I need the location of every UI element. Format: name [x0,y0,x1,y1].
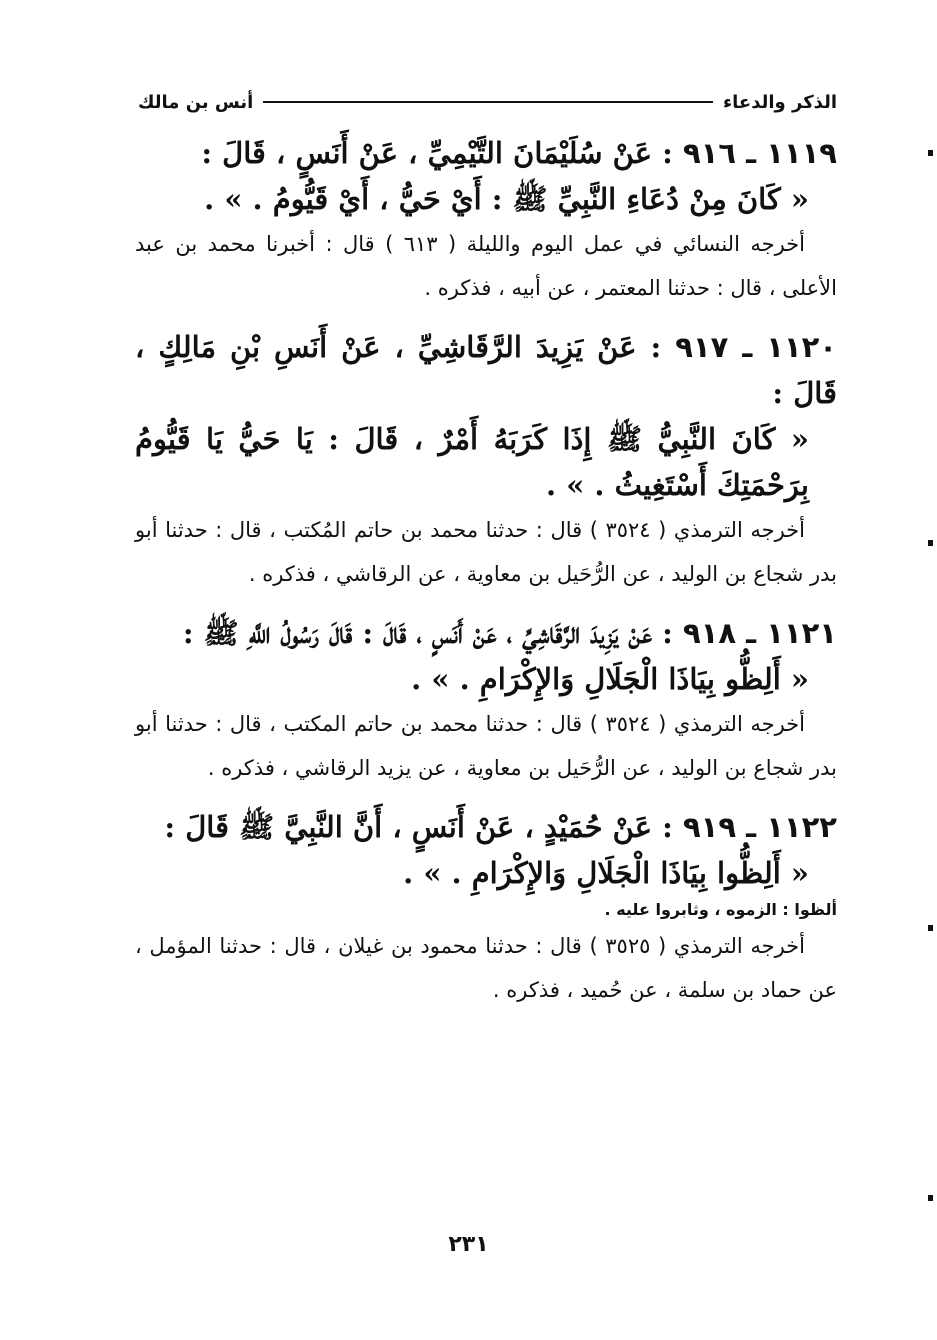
header-rule [263,101,713,103]
hadith-gloss-note: ألظوا : الزموه ، وثابروا عليه . [604,900,837,919]
hadith-entry [135,130,837,310]
hadith-takhrij: أخرجه الترمذي ( ٣٥٢٤ ) قال : حدثنا محمد بن حاتم المُكتب ، قال : حدثنا أبو بدر شجاع بن الوليد ، عن الرُّحَيل بن معاوية ، عن الرقاشي ، فذكره . [135,518,837,586]
hadith-isnad-text: : عَنْ يَزِيدَ الرَّقَاشِيِّ ، عَنْ أَنَسٍ ، قَالَ : قَالَ رَسُولُ اللَّهِ ﷺ : [182,616,673,650]
hadith-isnad [135,610,837,656]
hadith-number: ١١١٩ ـ ٩١٦ [682,136,837,170]
page-number: ٢٣١ [448,1232,489,1257]
hadith-matn: « أَلِظُّو بِيَاذَا الْجَلَالِ وَالإِكْرَامِ . » . [411,662,809,696]
scan-edge-mark [928,540,933,546]
scan-edge-mark [928,925,933,931]
hadith-number: ١١٢٢ ـ ٩١٩ [682,810,837,844]
page-content [135,130,837,1026]
hadith-number: ١١٢٠ ـ ٩١٧ [675,330,838,364]
header-chapter: الذكر والدعاء [722,91,837,113]
hadith-entry [135,804,837,1012]
header-narrator: أنس بن مالك [138,91,254,113]
hadith-takhrij: أخرجه الترمذي ( ٣٥٢٤ ) قال : حدثنا محمد بن حاتم المكتب ، قال : حدثنا أبو بدر شجاع بن الوليد ، عن الرُّحَيل بن معاوية ، عن يزيد الرقاشي ، فذكره . [135,712,837,780]
running-header [138,88,837,116]
hadith-isnad-text: : عَنْ يَزِيدَ الرَّقَاشِيِّ ، عَنْ أَنَسِ بْنِ مَالِكٍ ، قَالَ : [135,330,837,410]
hadith-matn: « أَلِظُّوا بِيَاذَا الْجَلَالِ وَالإِكْرَامِ . » . [403,856,809,890]
hadith-isnad [135,324,837,416]
scan-edge-mark [928,1195,933,1201]
hadith-isnad [135,130,837,176]
hadith-matn: « كَانَ مِنْ دُعَاءِ النَّبِيِّ ﷺ : أَيْ حَيُّ ، أَيْ قَيُّومُ . » . [204,182,809,216]
hadith-takhrij: أخرجه النسائي في عمل اليوم والليلة ( ٦١٣ ) قال : أخبرنا محمد بن عبد الأعلى ، قال : حدثنا المعتمر ، عن أبيه ، فذكره . [135,232,837,300]
hadith-takhrij: أخرجه الترمذي ( ٣٥٢٥ ) قال : حدثنا محمود بن غيلان ، قال : حدثنا المؤمل ، عن حماد بن سلمة ، عن حُميد ، فذكره . [135,934,837,1002]
hadith-number: ١١٢١ ـ ٩١٨ [682,616,837,650]
hadith-entry [135,610,837,790]
hadith-isnad-text: : عَنْ سُلَيْمَانَ التَّيْمِيِّ ، عَنْ أَنَسٍ ، قَالَ : [201,136,673,170]
hadith-isnad-text: : عَنْ حُمَيْدٍ ، عَنْ أَنَسٍ ، أَنَّ النَّبِيَّ ﷺ قَالَ : [164,810,673,844]
hadith-isnad [135,804,837,850]
scan-edge-mark [928,150,933,156]
hadith-entry [135,324,837,596]
hadith-matn: « كَانَ النَّبِيُّ ﷺ إِذَا كَرَبَهُ أَمْرٌ ، قَالَ : يَا حَيُّ يَا قَيُّومُ بِرَحْمَتِكَ أَسْتَغِيثُ . » . [135,422,809,502]
